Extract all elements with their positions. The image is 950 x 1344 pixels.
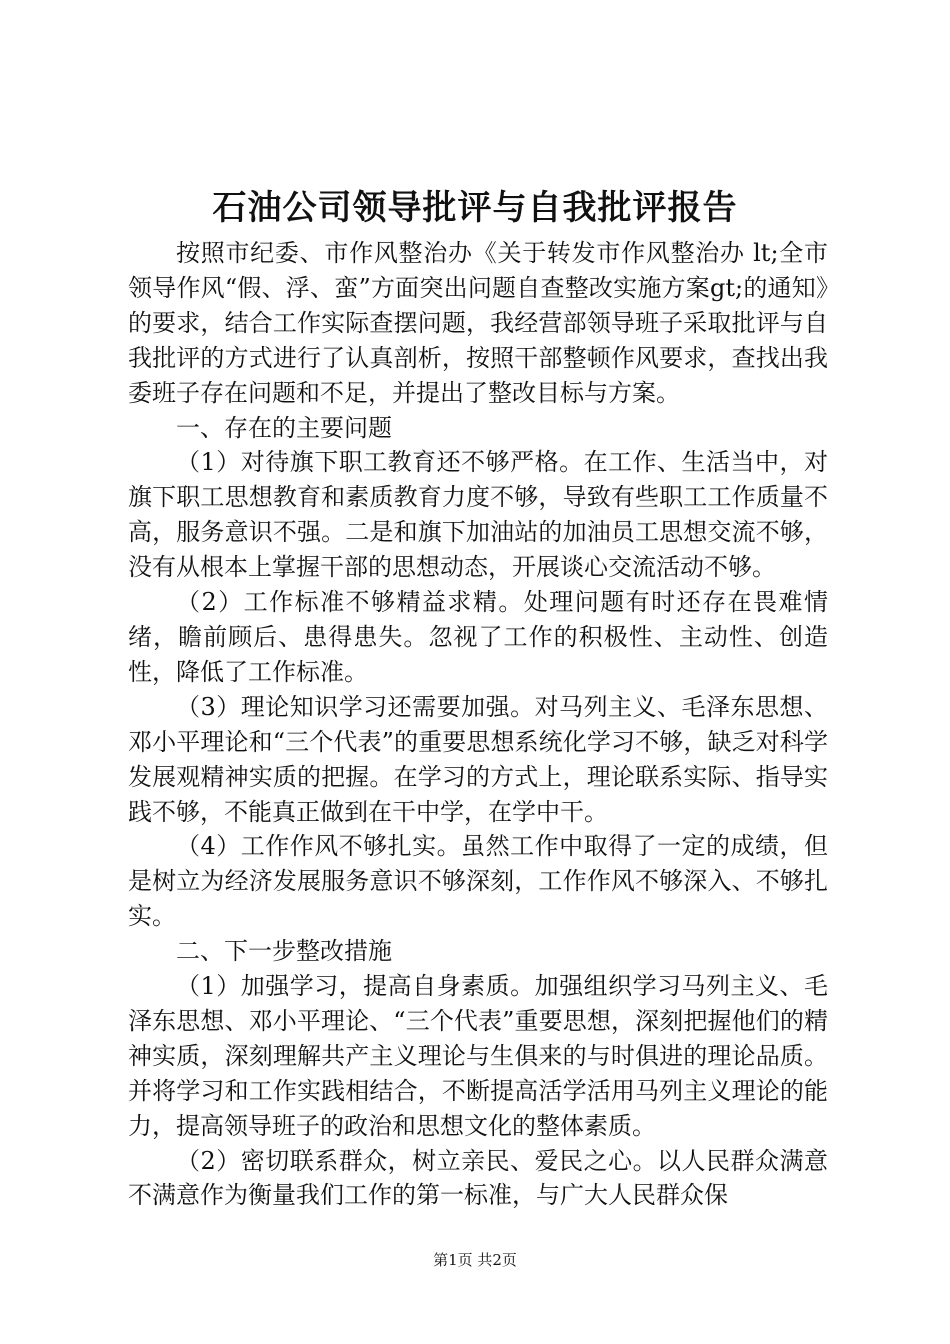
document-title: 石油公司领导批评与自我批评报告 [212,188,738,228]
document-body [128,236,828,1213]
intro-paragraph: 按照市纪委、市作风整治办《关于转发市作风整治办 lt;全市领导作风“假、浮、蛮”方面突出问题自查整改实施方案gt;的通知》的要求，结合工作实际查摆问题，我经营部领导班子采取批评与自我批评的方式进行了认真剖析，按照干部整顿作风要求，查找出我委班子存在问题和不足，并提出了整改目标与方案。 [128,239,828,407]
page-number: 第1页 共2页 [433,1251,517,1269]
measure-item-1: （1）加强学习，提高自身素质。加强组织学习马列主义、毛泽东思想、邓小平理论、“三个代表”重要思想，深刻把握他们的精神实质，深刻理解共产主义理论与生俱来的与时俱进的理论品质。并将学习和工作实践相结合，不断提高活学活用马列主义理论的能力，提高领导班子的政治和思想文化的整体素质。 [128,972,828,1140]
problem-item-3: （3）理论知识学习还需要加强。对马列主义、毛泽东思想、邓小平理论和“三个代表”的重要思想系统化学习不够，缺乏对科学发展观精神实质的把握。在学习的方式上，理论联系实际、指导实践不够，不能真正做到在干中学，在学中干。 [128,692,828,826]
problem-item-1: （1）对待旗下职工教育还不够严格。在工作、生活当中，对旗下职工思想教育和素质教育力度不够，导致有些职工工作质量不高，服务意识不强。二是和旗下加油站的加油员工思想交流不够，没有从根本上掌握干部的思想动态，开展谈心交流活动不够。 [128,448,828,582]
problem-item-2: （2）工作标准不够精益求精。处理问题有时还存在畏难情绪，瞻前顾后、患得患失。忽视了工作的积极性、主动性、创造性，降低了工作标准。 [128,588,828,686]
section-heading-problems: 一、存在的主要问题 [176,413,392,442]
section-heading-measures: 二、下一步整改措施 [176,937,392,966]
page-footer [0,1248,950,1272]
measure-item-2: （2）密切联系群众，树立亲民、爱民之心。以人民群众满意不满意作为衡量我们工作的第一标准，与广大人民群众保 [128,1146,828,1210]
problem-item-4: （4）工作作风不够扎实。虽然工作中取得了一定的成绩，但是树立为经济发展服务意识不够深刻，工作作风不够深入、不够扎实。 [128,832,828,931]
